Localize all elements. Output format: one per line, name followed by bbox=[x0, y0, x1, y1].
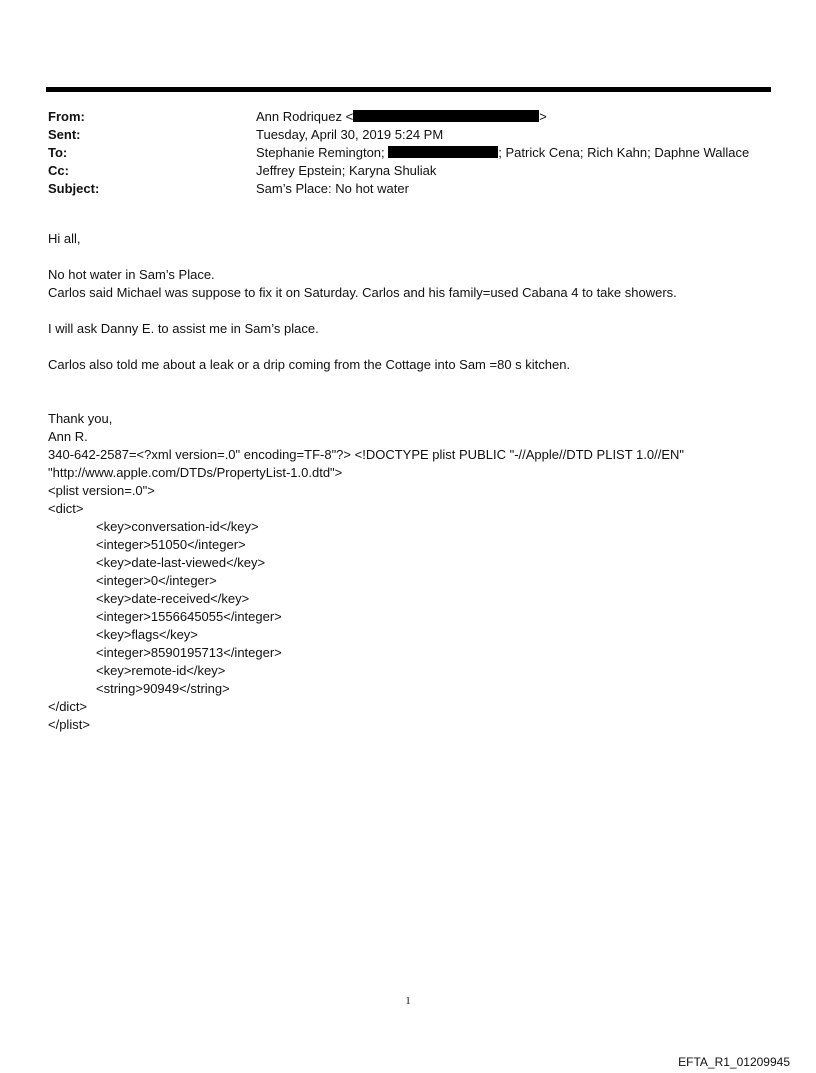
from-row bbox=[48, 108, 778, 126]
dict-line: <integer>51050</integer> bbox=[96, 537, 246, 552]
dict-line: <integer>0</integer> bbox=[96, 573, 217, 588]
header-rule bbox=[46, 87, 771, 92]
from-value bbox=[256, 108, 547, 126]
subject-value: Sam’s Place: No hot water bbox=[256, 181, 409, 196]
body-line: I will ask Danny E. to assist me in Sam’s place. bbox=[48, 321, 319, 336]
greeting: Hi all, bbox=[48, 231, 81, 246]
redaction-bar bbox=[353, 110, 539, 122]
to-label: To: bbox=[48, 145, 68, 160]
body-line: No hot water in Sam’s Place. bbox=[48, 267, 215, 282]
to-rest: ; Patrick Cena; Rich Kahn; Daphne Wallace bbox=[498, 145, 750, 160]
page-number: 1 bbox=[405, 995, 411, 1007]
document-id: EFTA_R1_01209945 bbox=[678, 1055, 790, 1069]
subject-row bbox=[48, 180, 778, 198]
to-value bbox=[256, 144, 749, 162]
sent-label: Sent: bbox=[48, 127, 81, 142]
plist-close: </plist> bbox=[48, 717, 90, 732]
email-body bbox=[48, 230, 778, 734]
from-name: Ann Rodriquez < bbox=[256, 109, 354, 124]
cc-row bbox=[48, 162, 778, 180]
plist-open: <plist version=.0"> bbox=[48, 483, 155, 498]
cc-value: Jeffrey Epstein; Karyna Shuliak bbox=[256, 163, 437, 178]
closing: Thank you, bbox=[48, 411, 113, 426]
dict-line: <integer>1556645055</integer> bbox=[96, 609, 282, 624]
body-line: Carlos said Michael was suppose to fix it on Saturday. Carlos and his family=used Cabana 4 to take showers. bbox=[48, 285, 677, 300]
to-first: Stephanie Remington; bbox=[256, 145, 385, 160]
dict-line: <key>remote-id</key> bbox=[96, 663, 226, 678]
dict-line: <key>flags</key> bbox=[96, 627, 198, 642]
dict-line: <string>90949</string> bbox=[96, 681, 230, 696]
redaction-bar bbox=[388, 146, 498, 158]
dict-close: </dict> bbox=[48, 699, 88, 714]
dict-line: <key>date-received</key> bbox=[96, 591, 250, 606]
from-label: From: bbox=[48, 109, 85, 124]
signature: Ann R. bbox=[48, 429, 88, 444]
dict-line: <key>date-last-viewed</key> bbox=[96, 555, 266, 570]
subject-label: Subject: bbox=[48, 181, 100, 196]
email-header bbox=[48, 108, 778, 198]
sent-row bbox=[48, 126, 778, 144]
dict-line: <key>conversation-id</key> bbox=[96, 519, 259, 534]
dict-open: <dict> bbox=[48, 501, 84, 516]
cc-label: Cc: bbox=[48, 163, 69, 178]
from-end: > bbox=[539, 109, 547, 124]
dict-line: <integer>8590195713</integer> bbox=[96, 645, 282, 660]
dtd-url-line: "http://www.apple.com/DTDs/PropertyList-1.0.dtd"> bbox=[48, 465, 343, 480]
sent-value: Tuesday, April 30, 2019 5:24 PM bbox=[256, 127, 444, 142]
body-line: Carlos also told me about a leak or a drip coming from the Cottage into Sam =80 s kitchen. bbox=[48, 357, 571, 372]
phone-xml-line: 340-642-2587=<?xml version=.0" encoding=TF-8"?> <!DOCTYPE plist PUBLIC "-//Apple//DTD PLIST 1.0//EN" bbox=[48, 447, 685, 462]
to-row bbox=[48, 144, 778, 162]
